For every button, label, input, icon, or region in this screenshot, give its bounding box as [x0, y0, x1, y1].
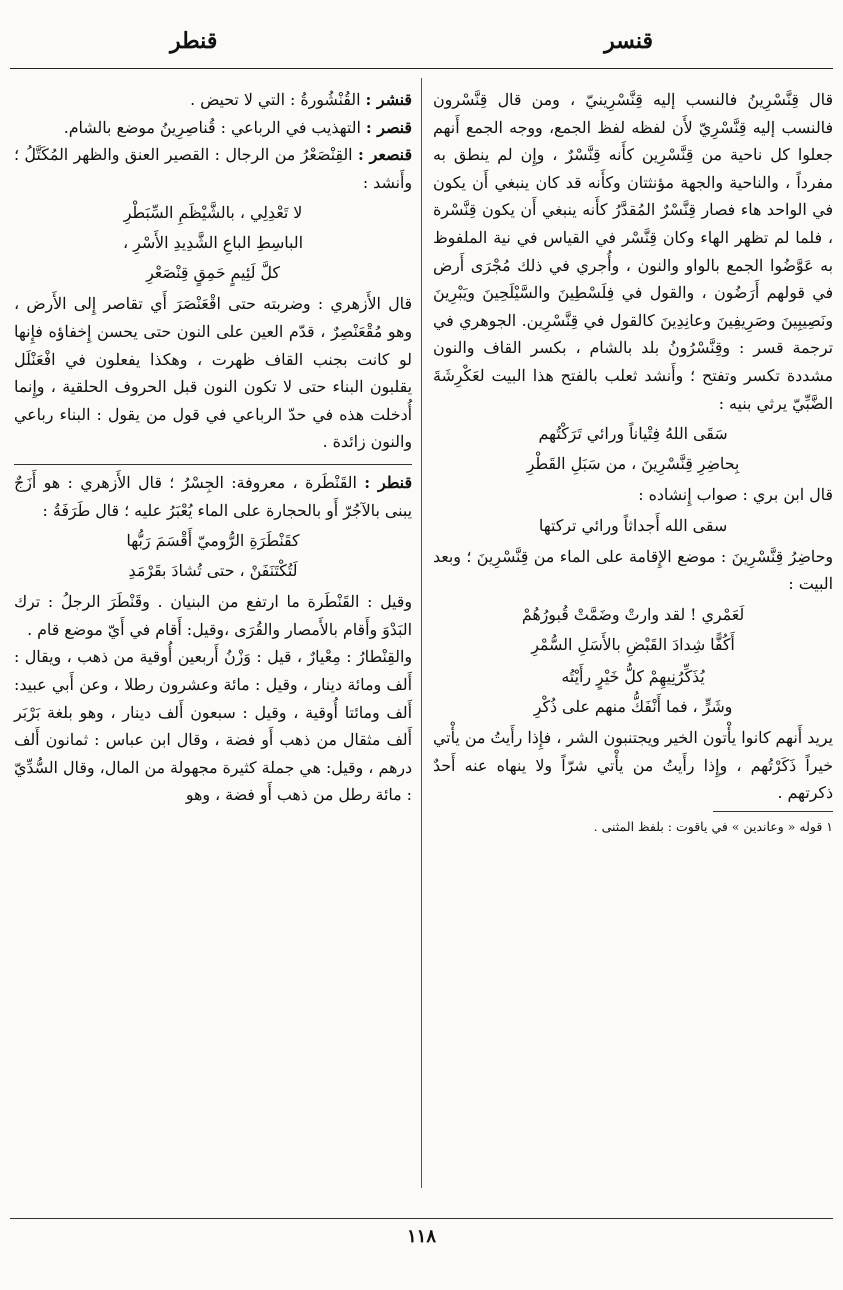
entry-qanshar-text: القُنْشُورةُ : التي لا تحيض .	[190, 90, 361, 109]
right-column	[433, 86, 833, 836]
right-paragraph-4: يريد أَنهم كانوا يأْتون الخير ويجتنبون الشر ، فإِذا رأَيتُ من يأْتي خيراً ذَكَرْتُهم ، وإِذا رأَيتُ من يأْتي شرّاً ولا ينهاه عنه أَحدٌ ذكرتهم .	[433, 727, 833, 803]
verse-3-line-2: أَكُفًّا شِدادَ القَبْضِ بالأَسَلِ السُّمْرِ	[531, 634, 735, 654]
column-divider	[421, 78, 422, 1188]
verse-5-line-3: كلَّ لَئِيمٍ حَمِقٍ قِنْصَعْرِ	[146, 263, 280, 283]
verse-5-line-2: الباسِطِ الباعِ الشَّدِيدِ الأَسْرِ ،	[122, 233, 304, 253]
verse-6-line-1: كقَنْطَرَةِ الرُّوميّ أَقْسَمَ رَبُّها	[126, 531, 300, 551]
entry-qantar	[14, 469, 412, 524]
footnote-rule	[713, 811, 833, 812]
entry-qantar-text: القَنْطَرة ، معروفة: الجِسْرُ ؛ قال الأَزهري : هو أَزَجٌ يبنى بالآجُرّ أَو بالحجارة على الماء يُعْبَرُ عليه ؛ قال طَرَفَةُ :	[14, 472, 412, 520]
entry-qansaar-headword: قنصعر :	[357, 145, 412, 165]
page-number: ١١٨	[406, 1226, 436, 1247]
right-paragraph-2: قال ابن بري : صواب إِنشاده :	[638, 485, 833, 505]
entry-qansar	[14, 114, 412, 142]
verse-1-line-1: سَقَى اللهُ فِتْياناً ورائي تَرَكْتُهم	[538, 424, 728, 444]
entry-qansar-headword: قنصر :	[365, 117, 412, 137]
entry-qanshar-headword: قنشر :	[365, 90, 412, 109]
verse-1-line-2: بِحاضِرِ قِنَّسْرِينَ ، من سَبَلِ القَطْرِ	[526, 454, 740, 474]
left-paragraph-qintar: والقِنْطارُ : مِعْيارٌ ، قيل : وَزْنُ أَربعين أُوقية من ذهب ، ويقال : أَلف ومائة دينار ، وقيل : مائة وعشرون رطلا ، وعن أَبي عبيد: أَلف ومائتا أُوقية ، وقيل : سبعون أَلف دينار ، وهو بلغة بَرْبَر أَلف مثقال من ذهب أَو فضة ، وقال ابن عباس : ثمانون أَلف درهم ، وقيل: هي جملة كثيرة مجهولة من المال، وقال السُّدِّيّ : مائة رطل من ذهب أَو فضة ، وهو	[14, 647, 412, 805]
verse-1	[433, 419, 833, 479]
verse-2	[433, 511, 833, 541]
verse-6	[14, 526, 412, 586]
left-header-title: قنطر	[170, 28, 218, 54]
right-paragraph-3: وحاضِرُ قِنَّسْرِينَ : موضع الإِقامة على الماء من قِنَّسْرِينَ ؛ وبعد البيت :	[433, 546, 833, 594]
footnote: ١ قوله « وعاندين » في ياقوت : بلفظ المثنى .	[593, 818, 833, 834]
left-column	[14, 86, 412, 809]
left-paragraph-qantara: وقيل : القَنْطَرة ما ارتفع من البنيان . وقَنْطَرَ الرجلُ : ترك البَدْوَ وأَقام بالأَمصار والقُرَى ،وقيل: أَقام في أَيّ موضع قام .	[14, 592, 412, 639]
verse-5-line-1: لا تَعْدِلِي ، بالشَّيْظَمِ السِّبَطْرِ	[123, 203, 303, 223]
entry-separator	[14, 464, 412, 465]
verse-4-line-1: يُذَكِّرُنِيهِمْ كلُّ خَيْرٍ رأَيْتُه	[561, 666, 705, 686]
entry-qansaar	[14, 141, 412, 196]
verse-3	[433, 600, 833, 660]
verse-2-line-1: سقى الله أَجداثاً ورائي تركتها	[538, 515, 728, 535]
verse-4-line-2: وشَرٍّ ، فما أَنْفَكُّ منهم على ذُكْرِ	[533, 696, 733, 716]
verse-6-line-2: لَتُكْتَنَفَنْ ، حتى تُشادَ بقَرْمَدِ	[128, 561, 298, 581]
entry-qansaar-text: القِنْصَعْرُ من الرجال : القصير العنق والظهر المُكَتَّلُ ؛ وأَنشد :	[14, 145, 412, 192]
bottom-rule	[10, 1218, 833, 1219]
verse-4	[433, 662, 833, 722]
verse-3-line-1: لَعَمْري ! لقد وارتْ وضَمَّتْ قُبورُهُمْ	[521, 604, 745, 624]
top-rule	[10, 68, 833, 69]
left-paragraph-azhari: قال الأَزهري : وضربته حتى اقْعَنْصَرَ أَي تقاصر إِلى الأَرض ، وهو مُقْعَنْصِرٌ ، قدّم العين على النون حتى يحسن إِخفاؤه فإِنها لو كانت بجنب القاف ظهرت ، وهكذا يفعلون في افْعَنْلَل يقلبون البناء حتى لا تكون النون قبل الحروف الحلقية ، وإِنما أُدخلت هذه في حدّ الرباعي في قول من يقول : البناء رباعي والنون زائدة .	[14, 294, 412, 452]
entry-qantar-headword: قنطر :	[364, 472, 412, 492]
right-paragraph-1: قال قِنَّسْرِينُ فالنسب إليه قِنَّسْرِينيّ ، ومن قال قِنَّسْرون فالنسب إليه قِنَّسْرِيّ لأَن لفظه لفظ الجمع، ووجه الجمع أَنهم جعلوا كل ناحية من قِنَّسْرِين كأَنه قِنَّسْرٌ ، وإِن لم ينطق به مفرداً ، والناحية والجهة مؤنثتان وكأَنه قد كان ينبغي أَن يكون في الواحد هاء فصار قِنَّسْرٌ المُقدَّرُ كأَنه ينبغي أَن يكون قِنَّسْرة ، فلما لم تظهر الهاء وكان قِنَّسْر في القياس في نية الملفوظ به عَوَّضُوا الجمع بالواو والنون ، وأُجري في ذلك مُجْرَى أَرض في قولهم أَرَضُون ، والقول في فِلَسْطِينَ والسَّيْلَحِينَ ويَبْرِينَ ونَصِيبِينَ وصَرِيفِينَ وعانِدِينَ كالقول في قِنَّسْرِين. الجوهري في ترجمة قسر : وقِنَّسْرُونُ بلد بالشام ، بكسر القاف والنون مشددة تكسر وتفتح ؛ وأَنشد ثعلب بالفتح هذا البيت لعَكْرِشَةَ الضَّبِّيّ يرثي بنيه :	[433, 90, 833, 413]
entry-qansar-text: التهذيب في الرباعي : قُناصِرِينُ موضع بالشام.	[63, 117, 361, 137]
entry-qanshar	[14, 86, 412, 114]
right-header-title: قنسر	[604, 28, 653, 54]
verse-5	[14, 198, 412, 288]
